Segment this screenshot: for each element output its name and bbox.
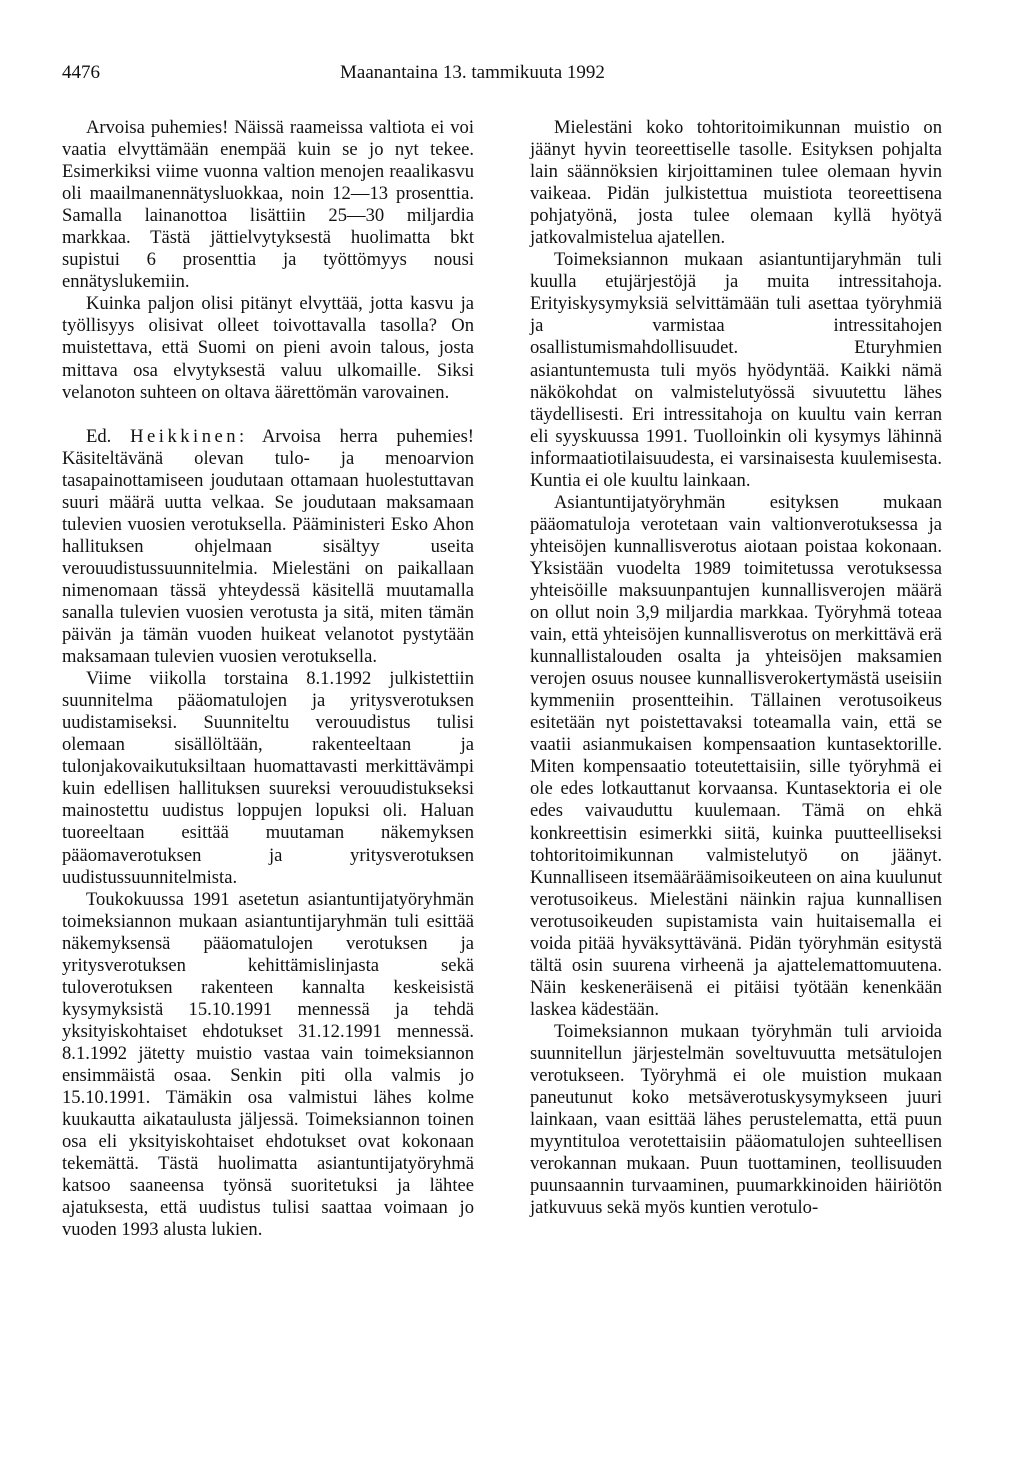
left-column <box>62 117 474 1241</box>
speaker-paragraph <box>62 426 474 669</box>
paragraph: Arvoisa puhemies! Näissä raameissa valtiota ei voi vaatia elvyttämään enempää kuin se jo nyt tekee. Esimerkiksi viime vuonna valtion menojen reaalikasvu oli maailmanennätysluokkaa, noin 12—13 prosenttia. Samalla lainanottoa lisättiin 25—30 miljardia markkaa. Tästä jättielvytyksestä huolimatta bkt supistui 6 prosenttia ja työttömyys nousi ennätyslukemiin. <box>62 117 474 293</box>
paragraph: Toimeksiannon mukaan työryhmän tuli arvioida suunnitellun järjestelmän soveltuvuutta metsätulojen verotukseen. Työryhmä ei ole muistion mukaan paneutunut koko metsäverotuskysymykseen juuri lainkaan, vaan esittää lähes perustelematta, että puun myyntituloa verotettaisiin pääomatulojen suhteellisen verokannan mukaan. Puun tuottaminen, teollisuuden puunsaannin turvaaminen, puumarkkinoiden häiriötön jatkuvuus sekä myös kuntien verotulo- <box>530 1020 942 1219</box>
page-number: 4476 <box>62 62 100 83</box>
page-header <box>62 62 962 90</box>
speaker-name: Heikkinen <box>130 425 240 447</box>
speaker-prefix: Ed. <box>86 425 112 447</box>
paragraph: Mielestäni koko tohtoritoimikunnan muistio on jäänyt hyvin teoreettiselle tasolle. Esityksen pohjalta lain säännöksien kirjoittaminen tulee olemaan hyvin vaikeaa. Pidän julkistettua muistiota teoreettisena pohjatyönä, josta tulee olemaan kyllä hyötyä jatkovalmistelua ajatellen. <box>530 117 942 249</box>
paragraph: Toimeksiannon mukaan asiantuntijaryhmän tuli kuulla etujärjestöjä ja muita intressitahoja. Erityiskysymyksiä selvittämään tuli asettaa työryhmiä ja varmistaa intressitahojen osallistumismahdollisuudet. Eturyhmien asiantuntemusta tuli myös hyödyntää. Kaikki nämä näkökohdat on valmistelutyössä sivuutettu lähes täydellisesti. Eri intressitahoja on kuultu vain kerran eli syyskuussa 1991. Tuolloinkin oli kysymys lähinnä informaatiotilaisuudesta, ei varsinaisesta kuulemisesta. Kuntia ei ole kuultu lainkaan. <box>530 249 942 491</box>
speech-text: : Arvoisa herra puhemies! Käsiteltävänä olevan tulo- ja menoarvion tasapainottamiseen joudutaan ottamaan huolestuttavan suuri määrä uutta velkaa. Se joudutaan maksamaan tulevien vuosien verotuksella. Pääministeri Esko Ahon hallituksen ohjelmaan sisältyy useita verouudistussuunnitelmia. Mielestäni on paikallaan nimenomaan tässä yhteydessä käsitellä muutamalla sanalla tulevien vuosien verotusta ja sitä, miten tämän päivän ja tämän vuoden huikeat velanotot pystytään maksamaan tulevien vuosien verotuksella. <box>62 425 475 668</box>
paragraph: Kuinka paljon olisi pitänyt elvyttää, jotta kasvu ja työllisyys olisivat olleet toivottavalla tasolla? On muistettava, että Suomi on pieni avoin talous, josta mittava osa elvytyksestä valuu ulkomaille. Siksi velanoton suhteen on oltava äärettömän varovainen. <box>62 293 474 403</box>
paragraph: Asiantuntijatyöryhmän esityksen mukaan pääomatuloja verotetaan vain valtionverotuksessa ja yhteisöjen kunnallisverotus aiotaan poistaa kokonaan. Yksistään vuodelta 1989 toimitetussa verotuksessa yhteisöille maksuunpantujen kunnallisverojen määrä on ollut noin 3,9 miljardia markkaa. Työryhmä toteaa vain, että yhteisöjen kunnallisverotus on merkittävä erä kunnallistalouden osalta ja yhteisöjen maksamien verojen osuus nousee kunnallisverokertymästä useisiin kymmeniin prosentteihin. Tällainen verotusoikeus esitetään nyt poistettavaksi toteamalla vain, että se vaatii asianmukaisen kompensaation kuntasektorille. Miten kompensaatio toteutettaisiin, sille työryhmä ei ole edes lotkauttanut korvaansa. Kuntasektoria ei ole edes vaivauduttu kuulemaan. Tämä on ehkä konkreettisin esimerkki siitä, kuinka puutteelliseksi tohtoritoimikunnan valmistelutyö on jäänyt. Kunnalliseen itsemääräämisoikeuteen on aina kuulunut verotusoikeus. Mielestäni näinkin rajua kunnallisen verotusoikeuden supistamista vain huitaisemalla ei voida pitää hyväksyttävänä. Pidän työryhmän esitystä tältä osin suurena virheenä ja ajattelemattomuutena. Näin keskeneräisenä ei pitäisi työtään kenenkään laskea kädestään. <box>530 491 942 1020</box>
paragraph: Viime viikolla torstaina 8.1.1992 julkistettiin suunnitelma pääomatulojen ja yritysverotuksen uudistamiseksi. Suunniteltu verouudistus tulisi olemaan sisällöltään, rakenteeltaan ja tulonjakovaikutuksiltaan huomattavasti merkittävämpi kuin edellisen hallituksen suureksi verouudistukseksi mainostettu uudistus loppujen lopuksi oli. Haluan tuoreeltaan esittää muutaman näkemyksen pääomaverotuksen ja yritysverotuksen uudistussuunnitelmista. <box>62 668 474 888</box>
right-column <box>530 117 942 1219</box>
running-title: Maanantaina 13. tammikuuta 1992 <box>340 62 605 83</box>
paragraph: Toukokuussa 1991 asetetun asiantuntijatyöryhmän toimeksiannon mukaan asiantuntijaryhmän tuli esittää näkemyksensä pääomatulojen verotuksen ja yritysverotuksen kehittämislinjasta sekä tuloverotuksen rakenteen kannalta keskeisistä kysymyksistä 15.10.1991 mennessä ja tehdä yksityiskohtaiset ehdotukset 31.12.1991 mennessä. 8.1.1992 jätetty muistio vastaa vain toimeksiannon ensimmäistä osaa. Senkin piti olla valmis jo 15.10.1991. Tämäkin osa valmistui lähes kolme kuukautta aikataulusta jäljessä. Toimeksiannon toinen osa eli yksityiskohtaiset ehdotukset ovat kokonaan tekemättä. Tästä huolimatta asiantuntijatyöryhmä katsoo saaneensa työnsä suoritetuksi ja lähtee ajatuksesta, että uudistus tulisi saattaa voimaan jo vuoden 1993 alusta lukien. <box>62 888 474 1241</box>
